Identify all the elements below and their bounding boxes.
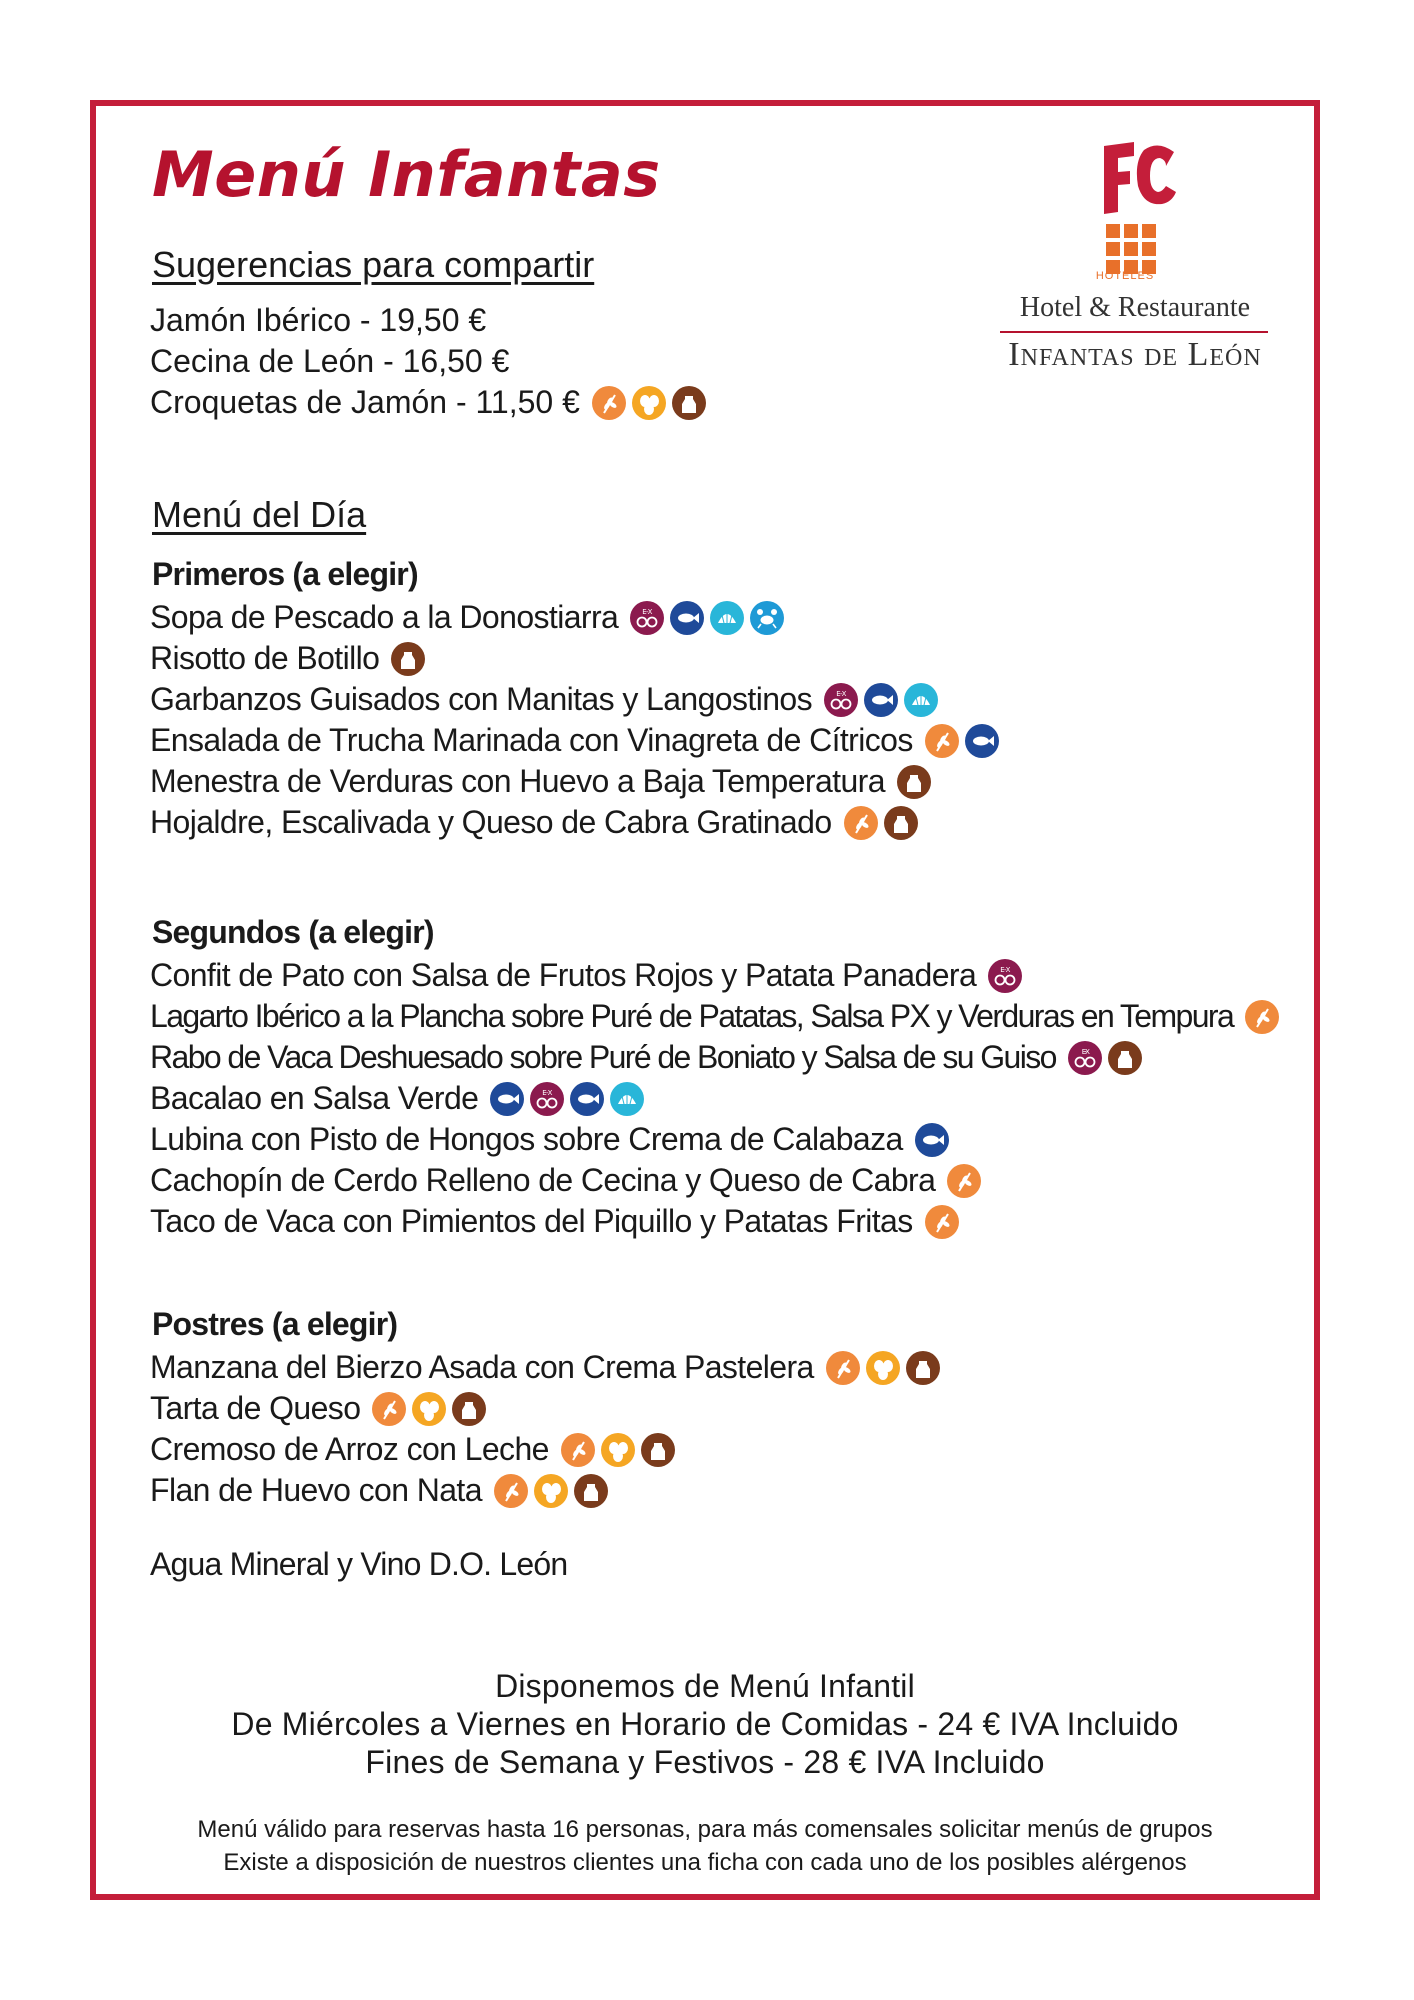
menu-item-name: Cachopín de Cerdo Relleno de Cecina y Queso de Cabra [150,1162,936,1198]
menu-item-name: Croquetas de Jamón - 11,50 € [150,384,580,420]
allergen-icons [1245,1000,1285,1034]
menu-item [150,1037,1285,1078]
allergen-icons [925,724,1005,758]
postres-heading: Postres (a elegir) [152,1306,398,1342]
infantil-line-2: De Miércoles a Viernes en Horario de Comidas - 24 € IVA Incluido [231,1706,1179,1742]
svg-text:E-X: E-X [642,607,653,616]
allergen-icons [391,642,431,676]
lacteo-icon [906,1351,940,1385]
menu-item [150,1347,946,1388]
nota-reservas: Menú válido para reservas hasta 16 personas, para más comensales solicitar menús de grupos [197,1816,1213,1843]
menu-dia-heading: Menú del Día [152,494,367,535]
molusco-icon [610,1082,644,1116]
menu-item [150,996,1285,1037]
menu-item [150,1201,1285,1242]
allergen-icons [844,806,924,840]
menu-item-name: Taco de Vaca con Pimientos del Piquillo y Patatas Fritas [150,1203,913,1239]
logo-divider [1000,331,1268,333]
infantil-line-3: Fines de Semana y Festivos - 28 € IVA Incluido [365,1744,1045,1780]
menu-item-name: Hojaldre, Escalivada y Queso de Cabra Gratinado [150,804,832,840]
menu-item-name: Ensalada de Trucha Marinada con Vinagreta de Cítricos [150,722,913,758]
lacteo-icon [452,1392,486,1426]
molusco-icon [710,601,744,635]
menu-item-name: Flan de Huevo con Nata [150,1472,482,1508]
menu-item [150,802,1005,843]
huevo-icon [534,1474,568,1508]
allergen-icons [988,959,1028,993]
infantil-line-1: Disponemos de Menú Infantil [495,1668,915,1704]
sulfito-icon [824,683,858,717]
gluten-icon [372,1392,406,1426]
segundos-heading: Segundos (a elegir) [152,914,434,950]
lacteo-icon [641,1433,675,1467]
menu-item-name: Rabo de Vaca Deshuesado sobre Puré de Boniato y Salsa de su Guiso [150,1039,1056,1075]
menu-item [150,1388,946,1429]
menu-item [150,720,1005,761]
huevo-icon [601,1433,635,1467]
logo-hotel-restaurante: Hotel & Restaurante [1019,292,1251,323]
nota-alergenos: Existe a disposición de nuestros clientes una ficha con cada uno de los posibles alérgenos [223,1849,1187,1876]
lacteo-icon [1108,1041,1142,1075]
svg-text:E-X: E-X [1000,965,1010,974]
menu-item [150,341,712,382]
menu-item [150,1429,946,1470]
pescado-icon [864,683,898,717]
allergen-icons [1068,1041,1148,1075]
svg-text:E-X: E-X [542,1088,553,1097]
menu-item [150,638,1005,679]
menu-item-name: Manzana del Bierzo Asada con Crema Pastelera [150,1349,814,1385]
huevo-icon [866,1351,900,1385]
allergen-icons [824,683,944,717]
menu-item-name: Tarta de Queso [150,1390,361,1426]
molusco-icon [904,683,938,717]
primeros-heading: Primeros (a elegir) [152,556,418,592]
menu-item [150,679,1005,720]
menu-item-name: Risotto de Botillo [150,640,380,676]
primeros-list [150,597,1005,843]
allergen-icons [925,1205,965,1239]
page-title: Menú Infantas [152,138,661,211]
allergen-icons [630,601,790,635]
allergen-icons [915,1123,955,1157]
menu-item [150,597,1005,638]
pescado-icon [490,1082,524,1116]
menu-item-name: Lagarto Ibérico a la Plancha sobre Puré de Patatas, Salsa PX y Verduras en Tempura [150,998,1234,1034]
menu-item-name: Lubina con Pisto de Hongos sobre Crema de Calabaza [150,1121,903,1157]
sulfito-icon [1068,1041,1102,1075]
menu-item [150,300,712,341]
gluten-icon [826,1351,860,1385]
menu-item-name: Bacalao en Salsa Verde [150,1080,479,1116]
menu-item [150,1160,1285,1201]
menu-item-name: Jamón Ibérico - 19,50 € [150,302,487,338]
allergen-icons [494,1474,614,1508]
lacteo-icon [884,806,918,840]
pescado-icon [915,1123,949,1157]
svg-text:E-X: E-X [836,689,846,698]
huevo-icon [412,1392,446,1426]
sulfito-icon [630,601,664,635]
gluten-icon [925,724,959,758]
allergen-icons [592,386,712,420]
allergen-icons [826,1351,946,1385]
gluten-icon [844,806,878,840]
allergen-icons [372,1392,492,1426]
menu-item [150,1470,946,1511]
lacteo-icon [672,386,706,420]
huevo-icon [632,386,666,420]
menu-item [150,382,712,423]
fc-logo-mark [1100,140,1180,220]
gluten-icon [561,1433,595,1467]
hotel-logo [990,140,1290,380]
menu-item-name: Menestra de Verduras con Huevo a Baja Temperatura [150,763,885,799]
menu-item-name: Cremoso de Arroz con Leche [150,1431,549,1467]
allergen-icons [561,1433,681,1467]
gluten-icon [494,1474,528,1508]
crustaceo-icon [750,601,784,635]
lacteo-icon [391,642,425,676]
compartir-heading: Sugerencias para compartir [152,244,595,285]
bebida-line: Agua Mineral y Vino D.O. León [150,1546,568,1582]
segundos-list [150,955,1285,1242]
gluten-icon [1245,1000,1279,1034]
menu-item-name: Garbanzos Guisados con Manitas y Langostinos [150,681,812,717]
menu-item [150,761,1005,802]
menu-item [150,1078,1285,1119]
lacteo-icon [897,765,931,799]
compartir-list [150,300,712,423]
gluten-icon [947,1164,981,1198]
logo-hoteles: HOTELES [1095,270,1155,282]
lacteo-icon [574,1474,608,1508]
gluten-icon [925,1205,959,1239]
allergen-icons [947,1164,987,1198]
menu-item-name: Sopa de Pescado a la Donostiarra [150,599,619,635]
pescado-icon [570,1082,604,1116]
menu-item [150,955,1285,996]
pescado-icon [965,724,999,758]
sulfito-icon [988,959,1022,993]
allergen-icons [490,1082,650,1116]
pescado-icon [670,601,704,635]
svg-text:E-X: E-X [1081,1047,1089,1056]
logo-infantas-de-leon: Infantas de León [1008,336,1262,373]
gluten-icon [592,386,626,420]
sulfito-icon [530,1082,564,1116]
allergen-icons [897,765,937,799]
menu-item-name: Cecina de León - 16,50 € [150,343,510,379]
postres-list [150,1347,946,1511]
menu-item-name: Confit de Pato con Salsa de Frutos Rojos y Patata Panadera [150,957,977,993]
menu-item [150,1119,1285,1160]
